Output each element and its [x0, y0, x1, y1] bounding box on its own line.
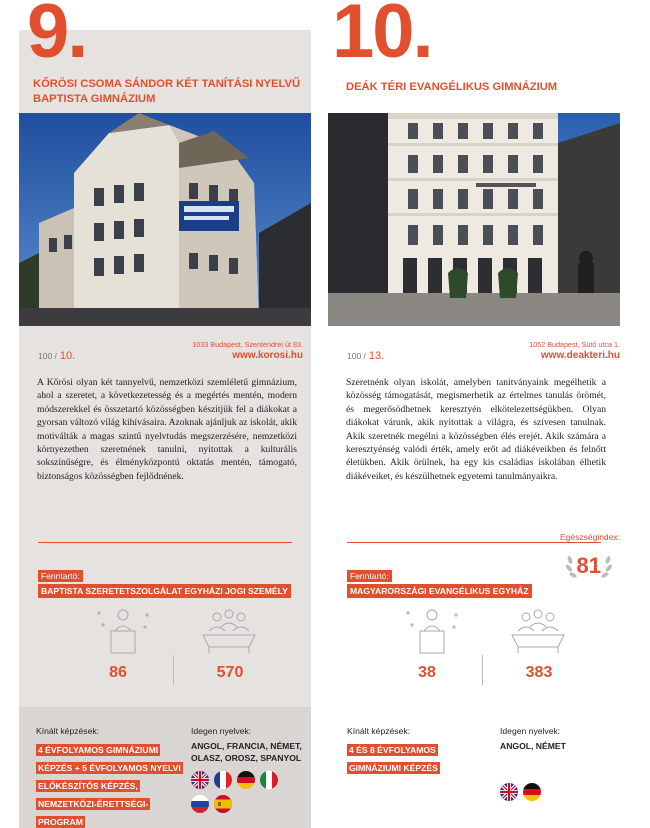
ranking-prefix: 100 /: [38, 351, 57, 361]
school-address: 1033 Budapest, Szentendrei út 83.: [192, 340, 303, 349]
germany-flag-icon: [237, 771, 255, 789]
school-website-link[interactable]: www.deakteri.hu: [540, 350, 620, 361]
languages-label: Idegen nyelvek:: [191, 726, 252, 736]
programs-value: [36, 740, 184, 828]
programs-text: 4 ÉS 8 ÉVFOLYAMOS GIMNÁZIUMI KÉPZÉS: [349, 745, 438, 773]
maintainer-name: BAPTISTA SZERETETSZOLGÁLAT EGYHÁZI JOGI SZEMÉLY: [38, 584, 291, 598]
school-website-link[interactable]: www.korosi.hu: [232, 350, 303, 361]
health-index-value: 81: [576, 553, 601, 578]
students-icon: [506, 607, 570, 657]
section-divider: [347, 542, 601, 543]
ranking-number: 9.: [27, 0, 87, 74]
students-icon: [197, 607, 261, 657]
stats-divider: [173, 655, 174, 685]
teacher-count: 86: [109, 664, 127, 681]
school-photo: [328, 113, 620, 326]
programs-label: Kínált képzések:: [347, 726, 411, 736]
section-divider: [38, 542, 292, 543]
school-description: Szeretnénk olyan iskolát, amelyben tanítványaink megélhetik a közösség támogatását, megismerhetik az értelmes tanulás örömét, és megerősödhetnek keresztyén elkötelezettségükben. Olyan diákokat várunk, akik nyitottak a világra, és szívesen tanulnak. Akik szeretnék megélni a közösségben élés erejét. Akik számára a keresztyénség valódi érték, amely erőt ad diákéveikben és felnőtt életükben. Akik örülnek, ha egy kis családias iskolában élhetik diákéveiket, és készülhetnek egyetemi tanulmányaikra.: [346, 377, 606, 482]
languages-value: ANGOL, FRANCIA, NÉMET, OLASZ, OROSZ, SPANYOL: [191, 741, 302, 763]
school-name: KŐRÖSI CSOMA SÁNDOR KÉT TANÍTÁSI NYELVŰ BAPTISTA GIMNÁZIUM: [33, 78, 301, 105]
health-index-label: Egészségindex:: [559, 532, 620, 542]
ranking-prefix: 100 /: [347, 351, 366, 361]
ranking-position: [347, 350, 384, 362]
languages-label: Idegen nyelvek:: [500, 726, 561, 736]
student-count: 570: [216, 664, 244, 681]
maintainer-name: MAGYARORSZÁGI EVANGÉLIKUS EGYHÁZ: [347, 584, 532, 598]
stats-divider: [482, 655, 483, 685]
ranking-value: 10.: [59, 350, 76, 362]
italy-flag-icon: [260, 771, 278, 789]
programs-text: 4 ÉVFOLYAMOS GIMNÁZIUMI KÉPZÉS + 5 ÉVFOLYAMOS NYELVI ELŐKÉSZÍTŐS KÉPZÉS, NEMZETKÖZI-ÉRETTSÉGI-PROGRAM: [38, 745, 181, 827]
ranking-value: 13.: [368, 350, 385, 362]
programs-value: [347, 740, 457, 776]
france-flag-icon: [214, 771, 232, 789]
school-address: 1052 Budapest, Sütő utca 1.: [529, 340, 620, 349]
school-card-deakteri: [328, 0, 620, 828]
school-name: DEÁK TÉRI EVANGÉLIKUS GIMNÁZIUM: [346, 81, 558, 93]
school-photo: [19, 113, 311, 326]
programs-label: Kínált képzések:: [36, 726, 100, 736]
languages-value: ANGOL, NÉMET: [500, 741, 566, 751]
teacher-icon: [400, 607, 464, 657]
uk-flag-icon: [191, 771, 209, 789]
ranking-number: 10.: [332, 0, 432, 74]
germany-flag-icon: [523, 783, 541, 801]
uk-flag-icon: [500, 783, 518, 801]
teacher-count: 38: [418, 664, 436, 681]
russia-flag-icon: [191, 795, 209, 813]
maintainer-label: Fenntartó:: [38, 570, 83, 582]
spain-flag-icon: [214, 795, 232, 813]
school-description: A Kőrösi olyan két tannyelvű, nemzetközi szemléletű gimnázium, ahol a szeretet, a következetesség és a megértés mentén, modern módszerekkel és összetartó közösségben készítjük fel a diákokat a gyorsan változó világ kihívásaira. Azoknak ajánljuk az iskolát, akik motiválták a magas szintű nyelvtudás megszerzésére, nemzetközi környezetben szeretnének tanulni, nyitottak a kulturális sokszínűségre, és élményközpontú oktatás mentén, támogató, biztonságos közösségben fejlődnének.: [37, 377, 297, 482]
ranking-position: [38, 350, 75, 362]
teacher-icon: [91, 607, 155, 657]
student-count: 383: [525, 664, 553, 681]
school-card-korosi: [19, 0, 311, 828]
maintainer-label: Fenntartó:: [347, 570, 392, 582]
